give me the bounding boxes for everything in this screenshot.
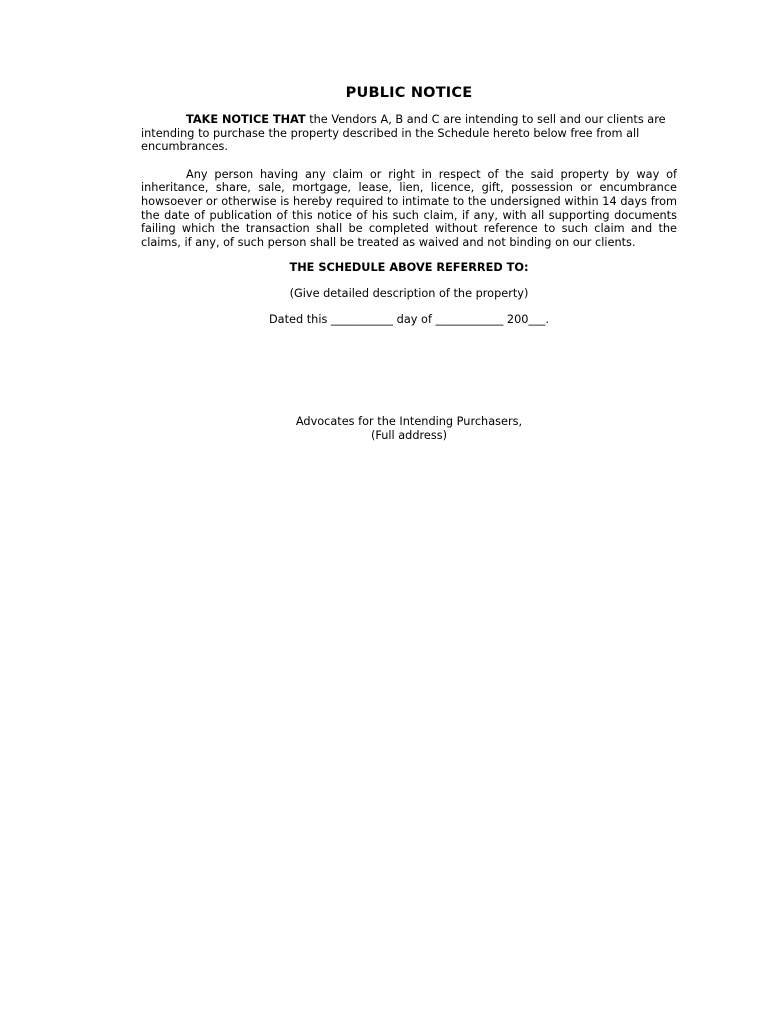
paragraph-2-text: Any person having any claim or right in respect of the said property by way of inheritance, share, sale, mortgage, lease, lien, licence, gift, possession or encumbrance howsoever or otherwise is hereby required to intimate to the undersigned within 14 days from the date of publication of this notice of his such claim, if any, with all supporting documents failing which the transaction shall be completed without reference to such claim and the claims, if any, of such person shall be treated as waived and not binding on our clients. (141, 167, 677, 249)
schedule-description: (Give detailed description of the property) (289, 286, 529, 300)
paragraph-1-text: the Vendors A, B and C are intending to sell and our clients are intending to purchase the property described in the Schedule hereto below free from all encumbrances. (141, 113, 666, 154)
notice-paragraph-2 (141, 168, 677, 250)
signature-line-1: Advocates for the Intending Purchasers, (295, 415, 523, 429)
notice-paragraph-1 (141, 113, 677, 154)
notice-title: PUBLIC NOTICE (345, 85, 473, 101)
take-notice-lead: TAKE NOTICE THAT (186, 113, 306, 126)
document-page (141, 84, 677, 442)
dated-line: Dated this ___________ day of ____________ 200___. (268, 312, 549, 326)
signature-line-2: (Full address) (370, 428, 448, 442)
schedule-heading: THE SCHEDULE ABOVE REFERRED TO: (289, 261, 529, 275)
